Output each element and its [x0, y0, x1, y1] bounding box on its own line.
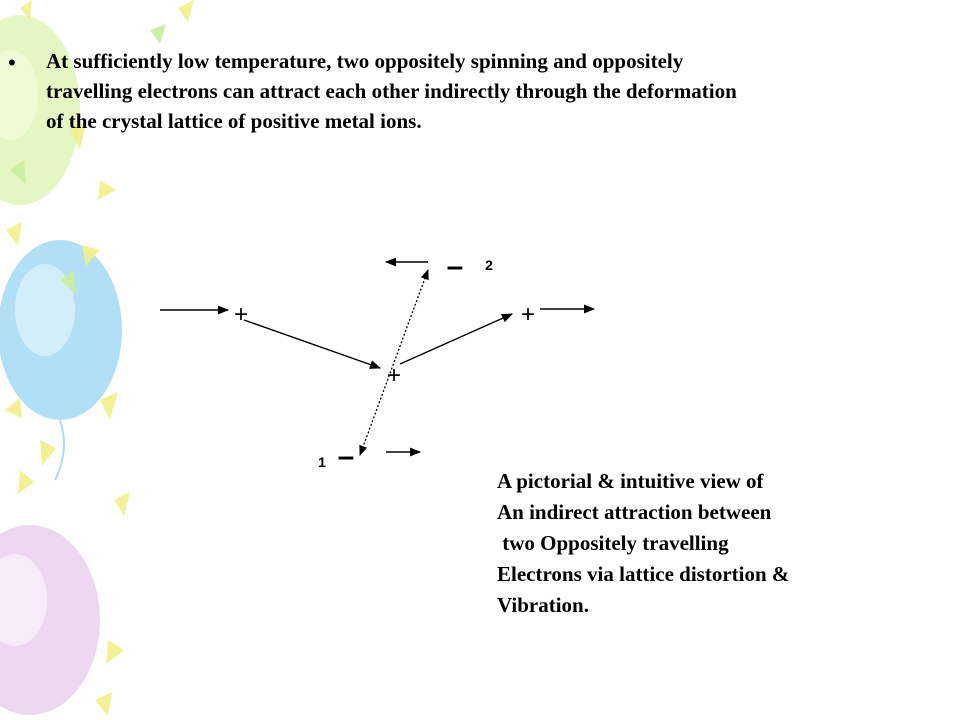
- caption-line-3: two Oppositely travelling: [497, 531, 729, 555]
- ion-center: +: [386, 362, 402, 389]
- caption-line-1: A pictorial & intuitive view of: [497, 469, 764, 493]
- diagram-caption: [497, 466, 937, 621]
- electron-2-symbol: –: [446, 250, 464, 283]
- caption-line-2: An indirect attraction between: [497, 500, 772, 524]
- caption-line-4: Electrons via lattice distortion &: [497, 562, 790, 586]
- electron-1-label: 1: [318, 454, 326, 470]
- ion-right: +: [520, 301, 536, 328]
- bullet-line-1: At sufficiently low temperature, two oppositely spinning and oppositely: [46, 49, 684, 73]
- bullet-marker: •: [8, 50, 16, 75]
- caption-line-5: Vibration.: [497, 593, 589, 617]
- electron-1-symbol: –: [337, 440, 355, 473]
- electron-2-label: 2: [485, 257, 493, 273]
- lattice-arrow-left-to-center: [244, 320, 380, 368]
- bullet-line-2: travelling electrons can attract each other indirectly through the deformation: [46, 79, 737, 103]
- lattice-arrow-center-to-right: [400, 314, 512, 364]
- ion-left: +: [233, 301, 249, 328]
- bullet-line-3: of the crystal lattice of positive metal ions.: [46, 109, 422, 133]
